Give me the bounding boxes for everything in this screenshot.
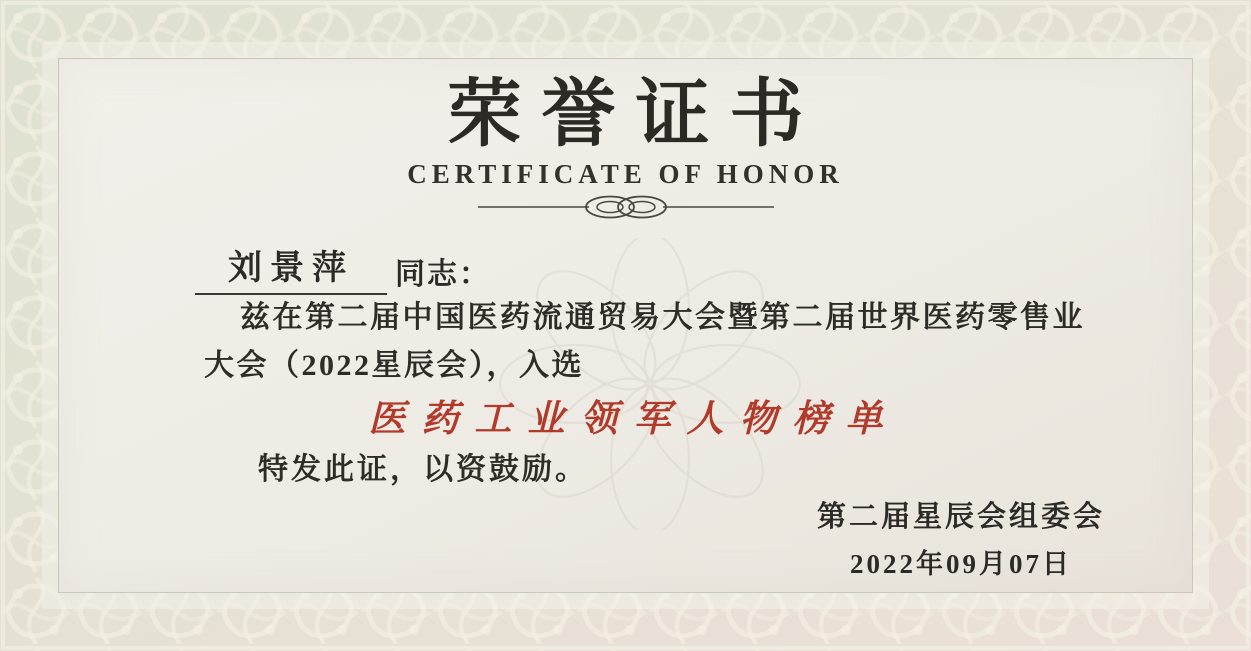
knot-divider-icon [476, 194, 776, 220]
body-line-1: 兹在第二届中国医药流通贸易大会暨第二届世界医药零售业 [240, 301, 1085, 334]
closing-statement: 特发此证，以资鼓励。 [258, 453, 588, 486]
divider [0, 194, 1251, 225]
award-title: 医药工业领军人物榜单 [368, 399, 899, 440]
certificate-title: 荣誉证书 [447, 74, 824, 156]
issue-date: 2022年09月07日 [850, 549, 1072, 579]
body-line-2: 大会（2022星辰会），入选 [204, 349, 584, 382]
signature-block [811, 494, 1111, 581]
certificate-subtitle: CERTIFICATE OF HONOR [407, 159, 844, 189]
recipient-row [195, 240, 491, 295]
recipient-salutation: 同志： [395, 258, 491, 291]
recipient-name: 刘景萍 [195, 240, 387, 295]
issuer-name: 第二届星辰会组委会 [816, 501, 1105, 533]
